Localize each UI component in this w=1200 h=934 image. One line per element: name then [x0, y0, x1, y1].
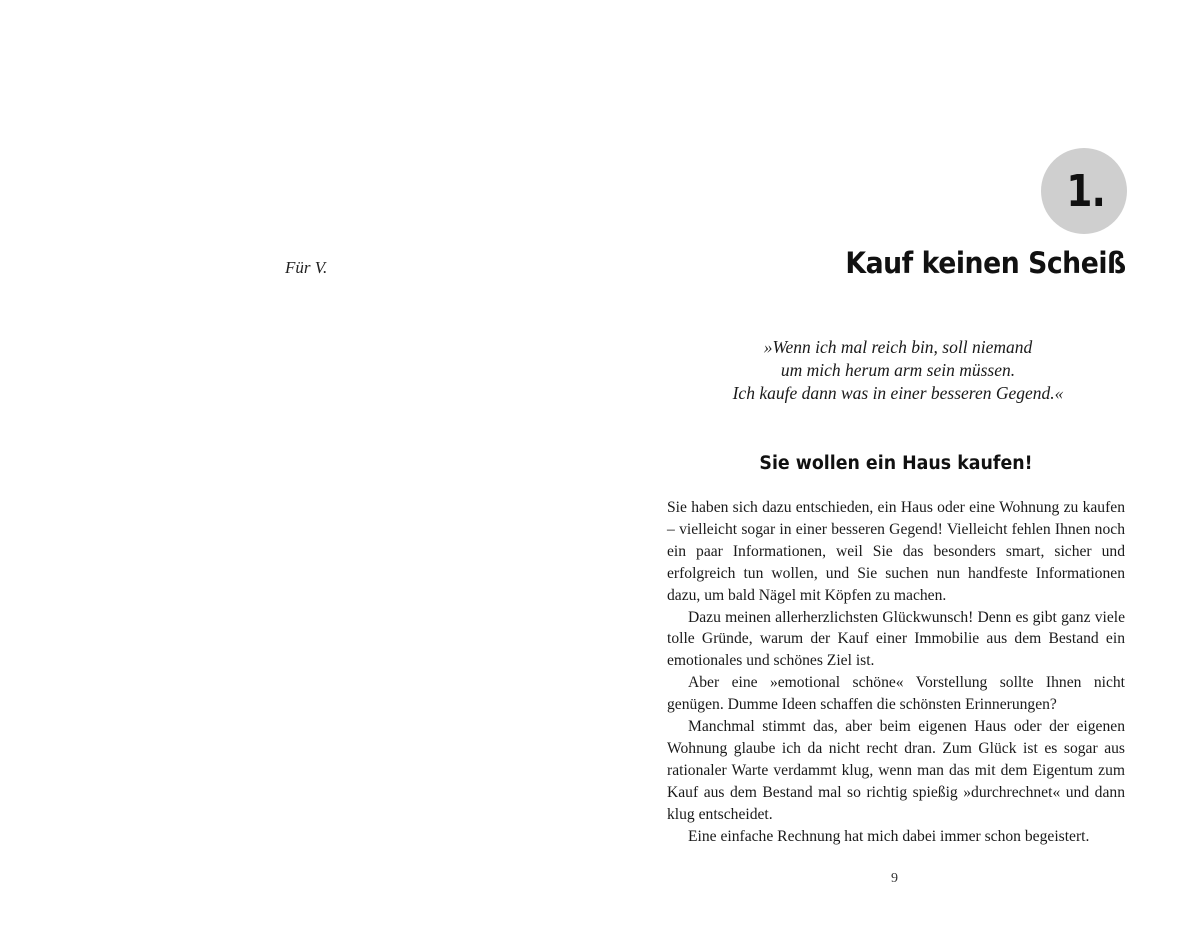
- epigraph-line: »Wenn ich mal reich bin, soll niemand: [763, 337, 1033, 357]
- paragraph: Manchmal stimmt das, aber beim eigenen Haus oder der eigenen Wohnung glaube ich da nicht recht dran. Zum Glück ist es sogar aus rationaler Warte verdammt klug, wenn man das mit dem Eigentum zum Kauf aus dem Bestand mal so richtig spießig »durchrechnet« und dann klug entscheidet.: [667, 718, 1125, 823]
- paragraph: Dazu meinen allerherzlichsten Glückwunsch! Denn es gibt ganz viele tolle Gründe, warum der Kauf einer Immobilie aus dem Bestand ein emotionales und schönes Ziel ist.: [667, 608, 1125, 670]
- chapter-title: Kauf keinen Scheiß: [845, 246, 1126, 280]
- body-text: [667, 497, 1125, 848]
- epigraph-line: Ich kaufe dann was in einer besseren Gegend.«: [732, 383, 1064, 403]
- paragraph: Sie haben sich dazu entschieden, ein Haus oder eine Wohnung zu kaufen – vielleicht sogar in einer besseren Gegend! Vielleicht fehlen Ihnen noch ein paar Informationen, weil Sie das besonders smart, sicher und erfolgreich tun wollen, und Sie suchen nun handfeste Informationen dazu, um bald Nägel mit Köpfen zu machen.: [667, 499, 1125, 604]
- epigraph-line: um mich herum arm sein müssen.: [780, 360, 1016, 380]
- section-heading: Sie wollen ein Haus kaufen!: [759, 453, 1033, 474]
- page-number: 9: [891, 871, 898, 886]
- paragraph: Aber eine »emotional schöne« Vorstellung sollte Ihnen nicht genügen. Dumme Ideen schaffen die schönsten Erinnerungen?: [667, 674, 1125, 714]
- paragraph: Eine einfache Rechnung hat mich dabei immer schon begeistert.: [688, 827, 1090, 845]
- chapter-number: 1.: [1066, 165, 1106, 217]
- chapter-number-badge: [1041, 148, 1127, 234]
- dedication: Für V.: [285, 258, 328, 277]
- epigraph: [700, 336, 1096, 405]
- right-page: [600, 0, 1200, 934]
